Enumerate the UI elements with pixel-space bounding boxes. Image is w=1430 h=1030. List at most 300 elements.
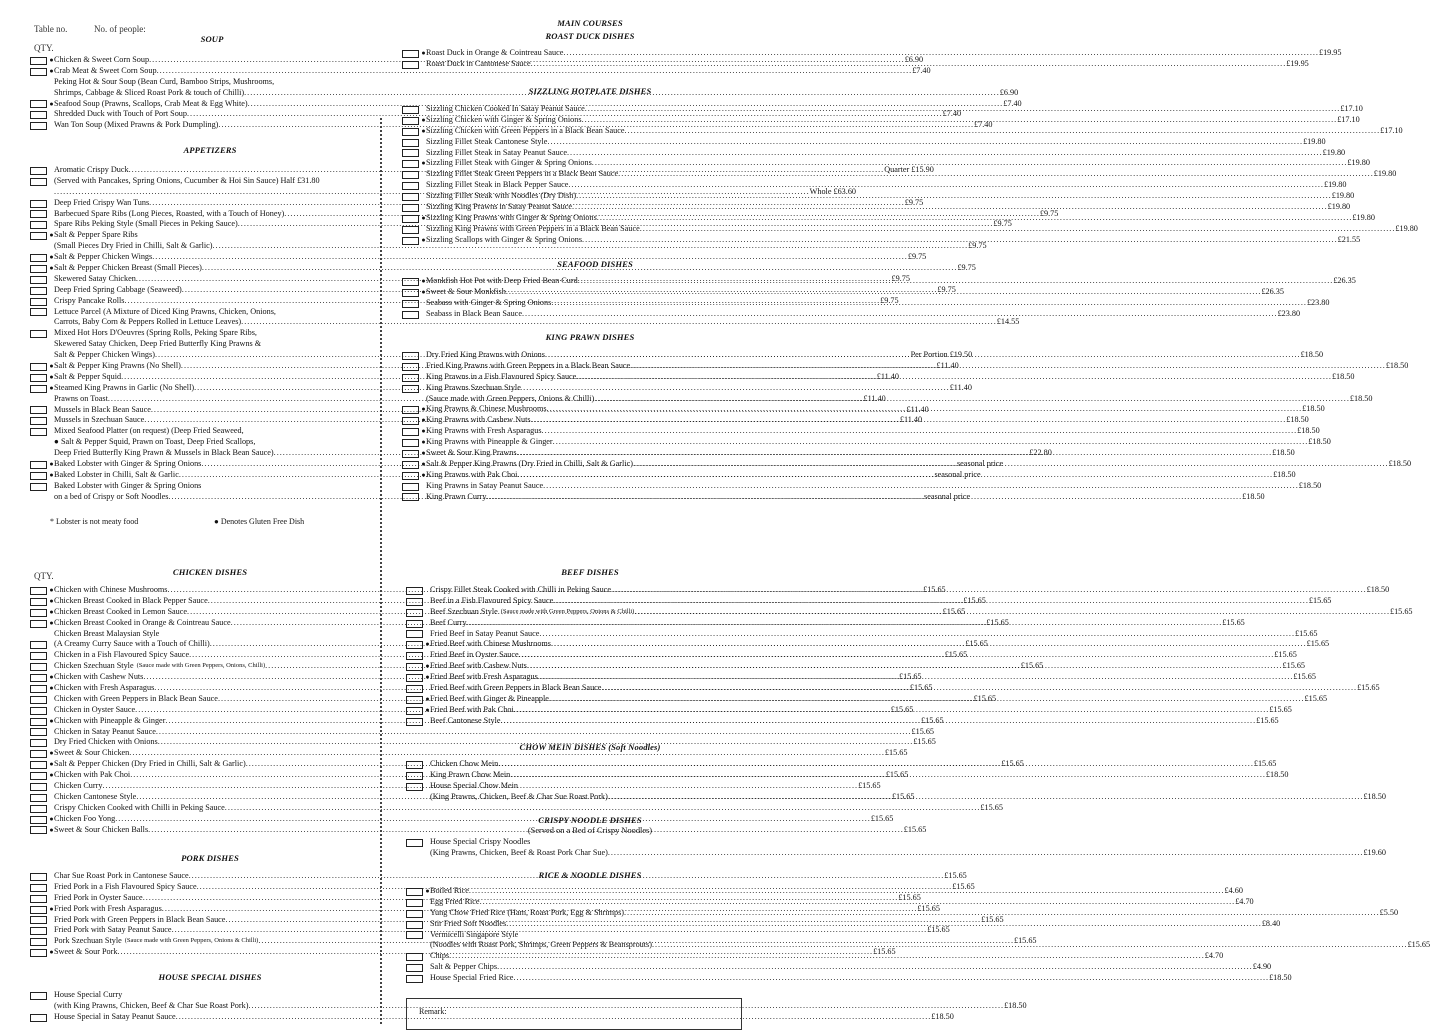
menu-item-name: (Sauce made with Green Peppers, Onions & Chilli) (426, 393, 595, 403)
menu-item-name: Beef in a Fish Flavoured Spicy Sauce (430, 595, 554, 605)
quantity-checkbox[interactable] (402, 450, 419, 458)
menu-item-price: £15.65 (1389, 606, 1413, 616)
dot-leader (506, 284, 1262, 298)
quantity-checkbox[interactable] (30, 895, 47, 903)
menu-item-name: Dry Fried Chicken with Onions (54, 737, 158, 747)
menu-item-note: (Sauce made with Green Peppers, Onions & Chilli) (500, 607, 635, 615)
quantity-checkbox[interactable] (30, 916, 47, 924)
quantity-checkbox[interactable] (406, 696, 423, 704)
quantity-checkbox[interactable] (402, 215, 419, 223)
menu-item-name: Deep Fried Butterfly King Prawn & Mussels in Black Bean Sauce) (54, 448, 274, 458)
quantity-checkbox[interactable] (406, 663, 423, 671)
gluten-free-bullet-icon: ● (49, 99, 54, 108)
menu-item-name: Chicken in Satay Peanut Sauce (54, 726, 156, 736)
menu-item-row (406, 628, 1318, 640)
menu-item-row (30, 339, 360, 350)
quantity-checkbox[interactable] (30, 200, 47, 208)
gluten-free-bullet-icon: ● (49, 372, 54, 381)
gluten-free-bullet-icon: ● (49, 607, 54, 616)
quantity-checkbox[interactable] (402, 139, 419, 147)
menu-item-name: House Special Crispy Noodles (430, 836, 531, 846)
menu-item-name: Sweet & Sour Chicken (54, 748, 130, 758)
menu-item-name: Deep Fried Crispy Wan Tuns (54, 197, 150, 207)
menu-item-name: Steamed King Prawns in Garlic (No Shell) (54, 382, 195, 392)
menu-item-name: King Prawns & Chinese Mushrooms (426, 404, 547, 414)
menu-item-price: £15.65 (1295, 628, 1318, 638)
rice-noodle-list (406, 885, 1430, 984)
menu-item-name: Skewered Satay Chicken, Deep Fried Butterfly King Prawns & (54, 339, 262, 349)
quantity-checkbox[interactable] (402, 363, 419, 371)
quantity-checkbox[interactable] (406, 761, 423, 769)
menu-item-row (402, 426, 1320, 437)
menu-item-price: £23.80 (1277, 308, 1301, 318)
quantity-checkbox[interactable] (406, 888, 423, 896)
quantity-checkbox[interactable] (402, 352, 419, 360)
quantity-checkbox[interactable] (30, 232, 47, 240)
quantity-checkbox[interactable] (30, 363, 47, 371)
menu-item-price: £15.65 (917, 903, 940, 913)
quantity-checkbox[interactable] (402, 160, 419, 168)
quantity-checkbox[interactable] (402, 300, 419, 308)
gluten-free-bullet-icon: ● (49, 618, 54, 627)
menu-item-price: £19.80 (1322, 147, 1346, 157)
menu-item-name: Mussels in Szechuan Sauce (54, 415, 145, 425)
menu-item-price: £18.50 (1349, 393, 1373, 403)
gluten-free-bullet-icon: ● (421, 126, 426, 135)
menu-item-price: £15.65 (944, 650, 968, 660)
appetizers-title: APPETIZERS (183, 145, 237, 155)
quantity-checkbox[interactable] (402, 182, 419, 190)
dot-leader (480, 897, 1236, 908)
dot-leader (640, 224, 1396, 235)
menu-item-price: £11.40 (936, 361, 959, 371)
menu-item-price: £9.75 (957, 263, 976, 272)
menu-item-price: £18.50 (1385, 360, 1409, 370)
dot-leader (624, 908, 1380, 919)
quantity-checkbox[interactable] (30, 68, 47, 76)
dot-leader (506, 919, 1262, 930)
quantity-checkbox[interactable] (30, 783, 47, 791)
menu-item-row (406, 650, 1297, 661)
dot-leader (592, 158, 1348, 169)
quantity-checkbox[interactable] (406, 674, 423, 682)
dot-leader (553, 596, 1309, 607)
gluten-free-bullet-icon: ● (49, 383, 54, 392)
dot-leader (608, 848, 1364, 859)
quantity-checkbox[interactable] (30, 1014, 47, 1022)
dot-leader (630, 361, 1386, 372)
quantity-checkbox[interactable] (406, 783, 423, 791)
menu-item-price: £4.90 (1252, 962, 1272, 972)
quantity-checkbox[interactable] (406, 975, 423, 983)
gluten-free-bullet-icon: ● (421, 235, 426, 244)
gluten-free-bullet-icon: ● (421, 470, 426, 479)
dot-leader (625, 126, 1381, 137)
quantity-checkbox[interactable] (30, 816, 47, 824)
quantity-checkbox[interactable] (30, 417, 47, 425)
menu-item-name: Sweet & Sour Pork (54, 947, 118, 957)
quantity-checkbox[interactable] (402, 117, 419, 125)
dot-leader (547, 404, 1303, 415)
quantity-checkbox[interactable] (30, 707, 47, 715)
menu-item-name: Salt & Pepper Spare Ribs (54, 230, 138, 240)
dot-leader (576, 191, 1332, 202)
menu-item-price: £19.60 (1363, 847, 1386, 857)
quantity-checkbox[interactable] (406, 718, 423, 726)
menu-item-price: £7.40 (942, 109, 962, 119)
quantity-checkbox[interactable] (406, 910, 423, 918)
quantity-checkbox[interactable] (402, 128, 419, 136)
menu-item-row (406, 962, 1272, 973)
quantity-checkbox[interactable] (30, 210, 47, 218)
menu-item-price: £15.65 (986, 617, 1009, 627)
quantity-checkbox[interactable] (30, 949, 47, 957)
menu-item-name: Wan Ton Soup (Mixed Prawns & Pork Dumpling) (54, 120, 219, 130)
remark-box[interactable] (406, 998, 742, 1030)
quantity-checkbox[interactable] (406, 839, 423, 847)
gluten-free-bullet-icon: ● (49, 264, 54, 272)
dot-leader (543, 481, 1299, 492)
menu-item-price: £15.65 (884, 748, 908, 758)
menu-item-note: (Sauce made with Green Peppers, Onions & Chilli) (124, 937, 259, 945)
menu-item-name: House Special in Satay Peanut Sauce (54, 1011, 176, 1021)
menu-item-row (406, 704, 1292, 716)
menu-item-price: £15.65 (1306, 639, 1330, 649)
quantity-checkbox[interactable] (30, 794, 47, 802)
dot-leader (510, 770, 1266, 781)
dot-leader (585, 104, 1341, 115)
menu-item-name: Roast Duck in Cantonese Sauce (426, 58, 531, 68)
menu-item-price: £15.65 (1407, 940, 1430, 950)
menu-item-name: Mixed Seafood Platter (on request) (Deep Fried Seaweed, (54, 426, 244, 436)
menu-item-name: Fried Pork in a Fish Flavoured Spicy Sauce (54, 881, 197, 891)
quantity-checkbox[interactable] (30, 100, 47, 108)
quantity-checkbox[interactable] (30, 620, 47, 628)
menu-item-name: Fried Beef in Satay Peanut Sauce (430, 628, 540, 638)
dot-leader (551, 639, 1307, 650)
quantity-checkbox[interactable] (30, 873, 47, 881)
menu-item-name: King Prawns in a Fish Flavoured Spicy Sauce (426, 371, 577, 381)
menu-item-row (402, 437, 1331, 448)
gluten-free-bullet-icon: ● (421, 276, 426, 285)
dot-leader (539, 629, 1295, 640)
crispy-noodle-title: CRISPY NOODLE DISHES (538, 815, 642, 825)
menu-item-name: Chicken Breast Cooked in Lemon Sauce (54, 606, 188, 616)
menu-item-row (402, 383, 738, 394)
chow-mein-title: CHOW MEIN DISHES (Soft Noodles) (519, 742, 661, 752)
menu-item-name: King Prawn Chow Mein (430, 769, 511, 779)
quantity-checkbox[interactable] (406, 587, 423, 595)
menu-item-price: £26.35 (1333, 275, 1356, 285)
quantity-checkbox[interactable] (30, 761, 47, 769)
quantity-checkbox[interactable] (402, 311, 419, 319)
quantity-checkbox[interactable] (30, 663, 47, 671)
quantity-checkbox[interactable] (406, 953, 423, 961)
gluten-free-bullet-icon: ● (425, 662, 430, 671)
gluten-free-bullet-icon: ● (421, 449, 426, 457)
quantity-checkbox[interactable] (406, 641, 423, 649)
beef-title: BEEF DISHES (561, 567, 619, 577)
menu-item-row (30, 990, 350, 1001)
menu-item-name: Salt & Pepper Chips (430, 962, 498, 972)
menu-item-price: £15.65 (873, 947, 896, 957)
menu-item-price: £18.50 (1286, 415, 1309, 425)
menu-item-price: £15.65 (944, 870, 967, 880)
quantity-checkbox[interactable] (402, 493, 419, 501)
menu-item-name: on a bed of Crispy or Soft Noodles (54, 491, 169, 501)
quantity-checkbox[interactable] (402, 439, 419, 447)
menu-item-price: £9.75 (907, 252, 927, 262)
menu-item-price: £15.65 (1293, 672, 1316, 682)
quantity-checkbox[interactable] (402, 289, 419, 297)
menu-item-name: Mixed Hot Hors D'Oeuvres (Spring Rolls, Peking Spare Ribs, (54, 328, 257, 338)
quantity-checkbox[interactable] (30, 483, 47, 491)
dot-leader (576, 372, 1332, 383)
menu-item-price: £11.40 (876, 371, 899, 381)
quantity-checkbox[interactable] (30, 122, 47, 130)
menu-item-name: Sizzling Chicken with Green Peppers in a Black Bean Sauce (426, 125, 625, 135)
menu-item-name: Sizzling King Prawns with Green Peppers in a Black Bean Sauce (426, 223, 640, 233)
quantity-checkbox[interactable] (30, 805, 47, 813)
menu-item-row (406, 617, 1245, 629)
gluten-free-bullet-icon: ● (421, 405, 426, 414)
dot-leader (538, 672, 1294, 683)
menu-item-row (30, 65, 931, 77)
dot-leader (608, 792, 1364, 803)
gluten-free-bullet-icon: ● (421, 115, 426, 124)
quantity-checkbox[interactable] (406, 620, 423, 628)
menu-item-price: £11.40 (906, 404, 929, 414)
quantity-checkbox[interactable] (402, 171, 419, 179)
quantity-checkbox[interactable] (30, 906, 47, 914)
quantity-checkbox[interactable] (406, 921, 423, 929)
menu-item-price: £15.65 (1274, 650, 1297, 660)
quantity-checkbox[interactable] (30, 674, 47, 682)
menu-item-price: £15.65 (899, 672, 922, 682)
quantity-checkbox[interactable] (402, 428, 419, 436)
menu-item-row (406, 940, 1430, 951)
quantity-checkbox[interactable] (30, 826, 47, 834)
menu-item-price: £6.90 (999, 87, 1019, 97)
quantity-checkbox[interactable] (30, 718, 47, 726)
quantity-checkbox[interactable] (30, 167, 47, 175)
quantity-checkbox[interactable] (30, 428, 47, 436)
menu-item-name: (Served with Pancakes, Spring Onions, Cucumber & Hoi Sin Sauce) Half £31.80 (54, 175, 320, 185)
quantity-checkbox[interactable] (30, 609, 47, 617)
menu-item-row (30, 426, 360, 437)
crispy-noodle-subtitle: (Served on a Bed of Crispy Noodles) (527, 826, 653, 835)
menu-item-name: Fried Pork with Fresh Asparagus (54, 903, 162, 913)
quantity-checkbox[interactable] (30, 330, 47, 338)
quantity-checkbox[interactable] (30, 406, 47, 414)
menu-item-name: Egg Fried Rice (430, 896, 480, 906)
quantity-checkbox[interactable] (30, 750, 47, 758)
quantity-checkbox[interactable] (30, 374, 47, 382)
quantity-checkbox[interactable] (402, 149, 419, 157)
quantity-checkbox[interactable] (30, 472, 47, 480)
menu-item-price: £9.75 (993, 219, 1012, 229)
qty-label-bottom: QTY. (34, 571, 54, 581)
rice-noodle-title: RICE & NOODLE DISHES (538, 870, 642, 880)
quantity-checkbox[interactable] (402, 237, 419, 245)
menu-item-row (30, 317, 1020, 328)
quantity-checkbox[interactable] (406, 630, 423, 638)
menu-item-name: Barbecued Spare Ribs (Long Pieces, Roasted, with a Touch of Honey) (54, 208, 285, 218)
quantity-checkbox[interactable] (406, 598, 423, 606)
quantity-checkbox[interactable] (30, 992, 47, 1000)
menu-item-price: £15.65 (980, 802, 1003, 812)
menu-item-name: Crab Meat & Sweet Corn Soup (54, 65, 157, 75)
quantity-checkbox[interactable] (402, 61, 419, 69)
menu-item-name: Sizzling Fillet Steak in Black Pepper Sauce (426, 180, 569, 190)
chow-mein-list (406, 758, 1386, 803)
gluten-free-bullet-icon: ● (421, 459, 426, 468)
menu-item-price: £18.50 (1388, 458, 1412, 468)
menu-item-price: £15.65 (1282, 661, 1306, 671)
quantity-checkbox[interactable] (406, 772, 423, 780)
menu-item-price: £15.65 (870, 813, 894, 823)
menu-item-name: Fried Beef in Oyster Sauce (430, 650, 519, 660)
quantity-checkbox[interactable] (30, 587, 47, 595)
menu-item-price: £15.65 (903, 824, 927, 834)
dot-leader (487, 492, 1243, 503)
menu-item-row (30, 307, 360, 318)
quantity-checkbox[interactable] (30, 772, 47, 780)
dot-leader (549, 694, 1305, 705)
quantity-checkbox[interactable] (30, 641, 47, 649)
quantity-checkbox[interactable] (402, 483, 419, 491)
menu-item-name: Sweet & Sour Chicken Balls (54, 824, 149, 834)
quantity-checkbox[interactable] (402, 417, 419, 425)
quantity-checkbox[interactable] (406, 931, 423, 939)
menu-item-price: £14.55 (996, 317, 1020, 327)
quantity-checkbox[interactable] (406, 964, 423, 972)
menu-item-name: Shredded Duck with Touch of Port Soup (54, 109, 187, 119)
dot-leader (501, 716, 1257, 727)
menu-item-price: £18.50 (1297, 426, 1320, 436)
quantity-checkbox[interactable] (406, 707, 423, 715)
menu-item-row (406, 837, 736, 848)
menu-item-price: £18.50 (1265, 769, 1289, 779)
quantity-checkbox[interactable] (30, 938, 47, 946)
king-prawn-title: KING PRAWN DISHES (545, 332, 635, 342)
lobster-note: * Lobster is not meaty food (50, 517, 139, 526)
menu-item-name: Sizzling Fillet Steak in Satay Peanut Sauce (426, 147, 567, 157)
menu-item-price: £4.60 (1224, 885, 1243, 895)
quantity-checkbox[interactable] (30, 178, 47, 186)
quantity-checkbox[interactable] (30, 221, 47, 229)
quantity-checkbox[interactable] (30, 652, 47, 660)
menu-item-name: Sizzling Scallops with Ginger & Spring Onions (426, 234, 583, 244)
quantity-checkbox[interactable] (30, 298, 47, 306)
quantity-checkbox[interactable] (30, 265, 47, 273)
quantity-checkbox[interactable] (30, 696, 47, 704)
menu-item-name: Chicken Chow Mein (430, 758, 499, 768)
quantity-checkbox[interactable] (30, 598, 47, 606)
menu-item-price: £17.10 (1340, 103, 1363, 113)
quantity-checkbox[interactable] (30, 308, 47, 316)
menu-item-price: £9.75 (880, 295, 899, 305)
dot-leader (553, 437, 1309, 448)
quantity-checkbox[interactable] (402, 406, 419, 414)
menu-item-name: Fried Beef with Pak Choi (430, 704, 514, 714)
quantity-checkbox[interactable] (30, 57, 47, 65)
chicken-title: CHICKEN DISHES (172, 567, 248, 577)
menu-item-name: Char Sue Roast Pork in Cantonese Sauce (54, 870, 189, 880)
menu-item-price: £6.90 (904, 54, 924, 64)
seafood-title: SEAFOOD DISHES (557, 259, 633, 269)
menu-item-price: £19.80 (1373, 169, 1397, 179)
quantity-checkbox[interactable] (30, 276, 47, 284)
menu-item-row (30, 481, 360, 492)
menu-item-price: £15.65 (1253, 758, 1277, 768)
gluten-free-bullet-icon: ● (49, 470, 54, 479)
menu-item-name: King Prawn Curry (426, 491, 487, 501)
quantity-checkbox[interactable] (402, 385, 419, 393)
dot-leader (611, 585, 1367, 596)
menu-item-name: Boiled Rice (430, 885, 469, 895)
menu-item-price: £9.75 (1039, 208, 1059, 218)
quantity-checkbox[interactable] (402, 461, 419, 469)
quantity-checkbox[interactable] (406, 609, 423, 617)
quantity-checkbox[interactable] (402, 193, 419, 201)
gluten-free-bullet-icon: ● (49, 66, 54, 75)
quantity-checkbox[interactable] (406, 652, 423, 660)
quantity-checkbox[interactable] (30, 111, 47, 119)
quantity-checkbox[interactable] (30, 884, 47, 892)
quantity-checkbox[interactable] (402, 50, 419, 58)
quantity-checkbox[interactable] (30, 685, 47, 693)
menu-item-price: £19.80 (1347, 158, 1370, 168)
menu-item-name: King Prawns with Pak Choi (426, 469, 518, 479)
quantity-checkbox[interactable] (30, 739, 47, 747)
dot-leader (582, 115, 1338, 126)
quantity-checkbox[interactable] (30, 927, 47, 935)
quantity-checkbox[interactable] (402, 226, 419, 234)
quantity-checkbox[interactable] (30, 728, 47, 736)
menu-item-row (406, 847, 1386, 859)
menu-item-name: Salt & Pepper King Prawns (No Shell) (54, 361, 181, 371)
menu-item-name: King Prawns Szechuan Style (426, 382, 521, 392)
dot-leader (563, 48, 1319, 59)
menu-item-name: Fried King Prawns with Green Peppers in a Black Bean Sauce (426, 360, 631, 370)
quantity-checkbox[interactable] (406, 899, 423, 907)
menu-item-price: £9.75 (937, 284, 956, 294)
quantity-checkbox[interactable] (30, 287, 47, 295)
menu-item-price: £15.65 (927, 925, 950, 935)
remark-label: Remark: (419, 1007, 447, 1016)
menu-item-price: £4.70 (1235, 896, 1254, 906)
menu-item-name: Fried Beef with Ginger & Pineapple (430, 693, 549, 703)
menu-item-name: Chicken Breast Malaysian Style (54, 628, 160, 638)
quantity-checkbox[interactable] (30, 385, 47, 393)
quantity-checkbox[interactable] (30, 254, 47, 262)
quantity-checkbox[interactable] (406, 685, 423, 693)
quantity-checkbox[interactable] (402, 374, 419, 382)
quantity-checkbox[interactable] (402, 204, 419, 212)
quantity-checkbox[interactable] (30, 461, 47, 469)
menu-item-row (30, 230, 360, 241)
menu-item-row (402, 480, 1322, 492)
menu-item-name: Fried Beef with Chinese Mushrooms (430, 639, 551, 649)
quantity-checkbox[interactable] (402, 472, 419, 480)
menu-item-price: seasonal price (956, 459, 1004, 469)
gluten-free-bullet-icon: ● (49, 673, 54, 682)
quantity-checkbox[interactable] (402, 278, 419, 286)
bullet-icon: ● (214, 517, 221, 526)
quantity-checkbox[interactable] (402, 106, 419, 114)
menu-item-row (30, 748, 908, 759)
